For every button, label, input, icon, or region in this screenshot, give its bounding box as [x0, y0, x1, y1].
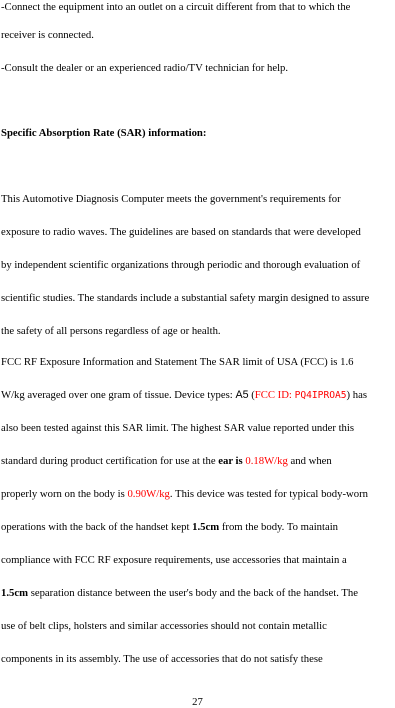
text-line: exposure to radio waves. The guidelines are based on standards that were developed — [1, 226, 361, 238]
ear-sar-value: 0.18W/kg — [245, 455, 288, 467]
text-line: FCC RF Exposure Information and Statement The SAR limit of USA (FCC) is 1.6 — [1, 356, 354, 368]
text-line — [1, 586, 358, 600]
text-line: -Connect the equipment into an outlet on a circuit different from that to which the — [1, 1, 351, 13]
ear-label: ear is — [218, 455, 243, 467]
text-segment: standard during product certification for use at the — [1, 455, 219, 467]
fcc-id-label: FCC ID: — [254, 389, 295, 401]
text-line — [1, 487, 368, 501]
text-line: compliance with FCC RF exposure requirements, use accessories that maintain a — [1, 554, 347, 566]
text-segment: operations with the back of the handset kept — [1, 521, 193, 533]
section-heading: Specific Absorption Rate (SAR) information: — [1, 127, 207, 139]
text-line: receiver is connected. — [1, 29, 94, 41]
text-line: components in its assembly. The use of accessories that do not satisfy these — [1, 653, 323, 665]
page-number: 27 — [192, 696, 203, 708]
text-line — [1, 388, 367, 403]
text-line: by independent scientific organizations through periodic and thorough evaluation of — [1, 259, 361, 271]
text-line: scientific studies. The standards include a substantial safety margin designed to assure — [1, 292, 370, 304]
text-segment: ( — [248, 389, 255, 401]
text-segment: ) has — [346, 389, 368, 401]
body-sar-value: 0.90W/kg — [127, 488, 170, 500]
text-segment: . This device was tested for typical body-worn — [169, 488, 368, 500]
separation-distance: 1.5cm — [1, 587, 29, 599]
text-segment: and when — [287, 455, 332, 467]
text-line: -Consult the dealer or an experienced radio/TV technician for help. — [1, 62, 289, 74]
text-line: the safety of all persons regardless of age or health. — [1, 325, 221, 337]
text-line — [1, 454, 332, 468]
text-line — [1, 520, 338, 534]
text-line: This Automotive Diagnosis Computer meets the government's requirements for — [1, 193, 341, 205]
text-line: use of belt clips, holsters and similar accessories should not contain metallic — [1, 620, 327, 632]
text-line: also been tested against this SAR limit. The highest SAR value reported under this — [1, 422, 355, 434]
text-segment: separation distance between the user's body and the back of the handset. The — [28, 587, 358, 599]
fcc-id-value: PQ4IPROA5 — [294, 390, 347, 401]
text-segment: from the body. To maintain — [219, 521, 339, 533]
device-model: A5 — [235, 389, 249, 401]
text-segment: W/kg averaged over one gram of tissue. Device types: — [1, 389, 236, 401]
separation-distance: 1.5cm — [192, 521, 220, 533]
text-segment: properly worn on the body is — [1, 488, 128, 500]
